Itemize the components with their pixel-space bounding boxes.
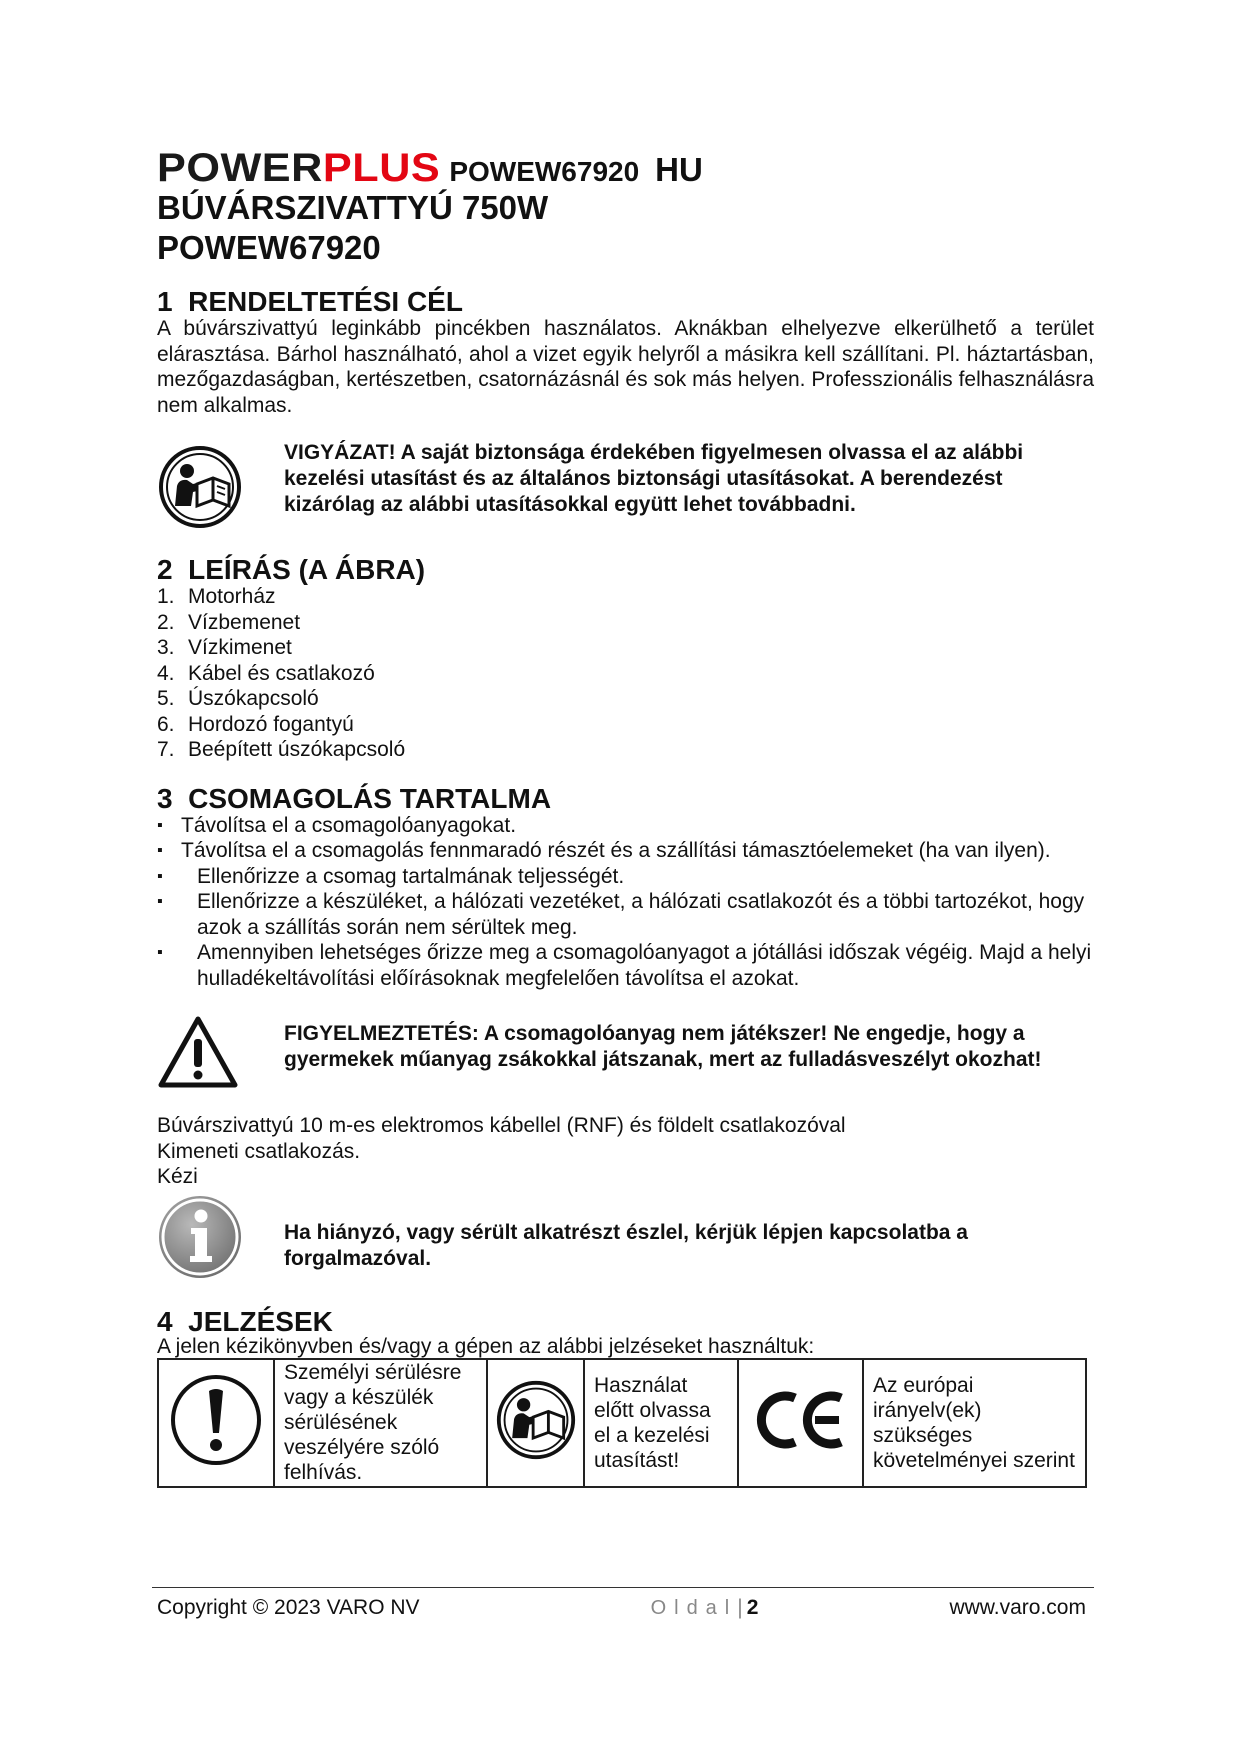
info-icon <box>157 1194 243 1280</box>
list-item: ▪ Távolítsa el a csomagolóanyagokat. <box>157 813 1094 839</box>
package-steps <box>157 813 1094 992</box>
page-label: Oldal <box>650 1597 738 1619</box>
page-number: 2 <box>746 1596 759 1619</box>
page-indicator <box>651 1596 759 1620</box>
list-item: 7. Beépített úszókapcsoló <box>157 738 406 761</box>
header <box>157 148 1094 192</box>
missing-parts-info <box>157 1194 1094 1280</box>
list-item: 3. Vízkimenet <box>157 636 292 659</box>
list-item: ▪ Ellenőrizze a csomag tartalmának teljességét. <box>157 864 1094 890</box>
contents-line: Búvárszivattyú 10 m-es elektromos kábellel (RNF) és földelt csatlakozóval <box>157 1114 846 1137</box>
packaging-warning-text: FIGYELMEZTETÉS: A csomagolóanyag nem játékszer! Ne engedje, hogy a gyermekek műanyag zsákokkal játszanak, mert az fulladásveszélyt okozhat! <box>284 1022 1042 1071</box>
contents-line: Kézi <box>157 1165 198 1188</box>
symbol-cell <box>158 1359 274 1487</box>
website-link[interactable]: www.varo.com <box>949 1596 1086 1619</box>
document-page <box>157 148 1094 1488</box>
logo-power: POWER <box>157 146 323 190</box>
powerplus-logo <box>157 148 440 188</box>
section-3-heading: 3 CSOMAGOLÁS TARTALMA <box>157 782 552 814</box>
contents-line: Kimeneti csatlakozás. <box>157 1139 361 1163</box>
list-item: 2. Vízbemenet <box>157 610 301 634</box>
symbol-cell <box>487 1359 584 1487</box>
symbol-description: Az európai irányelv(ek) szükséges követelményei szerint <box>863 1359 1086 1487</box>
list-item: ▪ Ellenőrizze a készüléket, a hálózati vezetéket, a hálózati csatlakozót és a többi tartozékot, hogy azok a szállítás során nem sérültek meg. <box>157 889 1094 940</box>
logo-plus: PLUS <box>322 146 441 190</box>
page-footer <box>152 1587 1094 1620</box>
list-item: 6. Hordozó fogantyú <box>157 712 354 736</box>
ce-mark-icon <box>753 1388 849 1452</box>
product-model: POWEW67920 <box>157 229 381 266</box>
model-inline: POWEW67920 <box>449 156 640 187</box>
table-row <box>158 1359 1086 1487</box>
language-code: HU <box>655 151 703 188</box>
section-1-body: A búvárszivattyú leginkább pincékben használatos. Aknákban elhelyezve elkerülhető a terület elárasztása. Bárhol használható, ahol a vizet egyik helyről a másikra kell szállítani. Pl. háztartásban, mezőgazdaságban, kertészetben, csatornázásnál és sok más helyen. Professzionális felhasználásra nem alkalmas. <box>157 317 1094 417</box>
missing-parts-info-text: Ha hiányzó, vagy sérült alkatrészt észlel, kérjük lépjen kapcsolatba a forgalmazóval. <box>284 1220 968 1270</box>
section-1-heading: 1 RENDELTETÉSI CÉL <box>157 286 463 317</box>
read-manual-icon <box>157 444 243 530</box>
package-contents <box>157 1113 1094 1190</box>
symbol-cell <box>738 1359 863 1487</box>
symbol-description: Használat előtt olvassa el a kezelési utasítást! <box>584 1359 738 1487</box>
section-4-heading: 4 JELZÉSEK <box>157 1305 333 1337</box>
exclamation-circle-icon <box>169 1373 263 1467</box>
section-2-heading: 2 LEÍRÁS (A ÁBRA) <box>157 554 426 585</box>
copyright: Copyright © 2023 VARO NV <box>157 1596 420 1619</box>
list-item: ▪ Amennyiben lehetséges őrizze meg a csomagolóanyagot a jótállási időszak végéig. Majd a helyi hulladékeltávolítási előírásoknak megfelelően távolítsa el azokat. <box>157 940 1094 991</box>
read-manual-notice-text: VIGYÁZAT! A saját biztonsága érdekében figyelmesen olvassa el az alábbi kezelési utasítást és az általános biztonsági utasításokat. A berendezést kizárólag az alábbi utasításokkal együtt lehet továbbadni. <box>284 441 1024 516</box>
read-manual-notice <box>157 442 1094 530</box>
list-item: 4. Kábel és csatlakozó <box>157 661 375 685</box>
packaging-warning <box>157 1015 1094 1089</box>
list-item: 1. Motorház <box>157 585 276 608</box>
list-item: ▪ Távolítsa el a csomagolás fennmaradó részét és a szállítási támasztóelemeket (ha van ilyen). <box>157 838 1094 864</box>
symbol-description: Személyi sérülésre vagy a készülék sérülésének veszélyére szóló felhívás. <box>274 1359 487 1487</box>
list-item: 5. Úszókapcsoló <box>157 687 319 710</box>
read-manual-icon <box>495 1379 577 1461</box>
page-separator: | <box>737 1596 743 1619</box>
section-4-intro: A jelen kézikönyvben és/vagy a gépen az alábbi jelzéseket használtuk: <box>157 1334 815 1358</box>
symbols-table <box>157 1358 1087 1488</box>
warning-triangle-icon <box>157 1015 239 1089</box>
parts-list <box>157 584 1094 763</box>
product-title: BÚVÁRSZIVATTYÚ 750W <box>157 189 549 226</box>
